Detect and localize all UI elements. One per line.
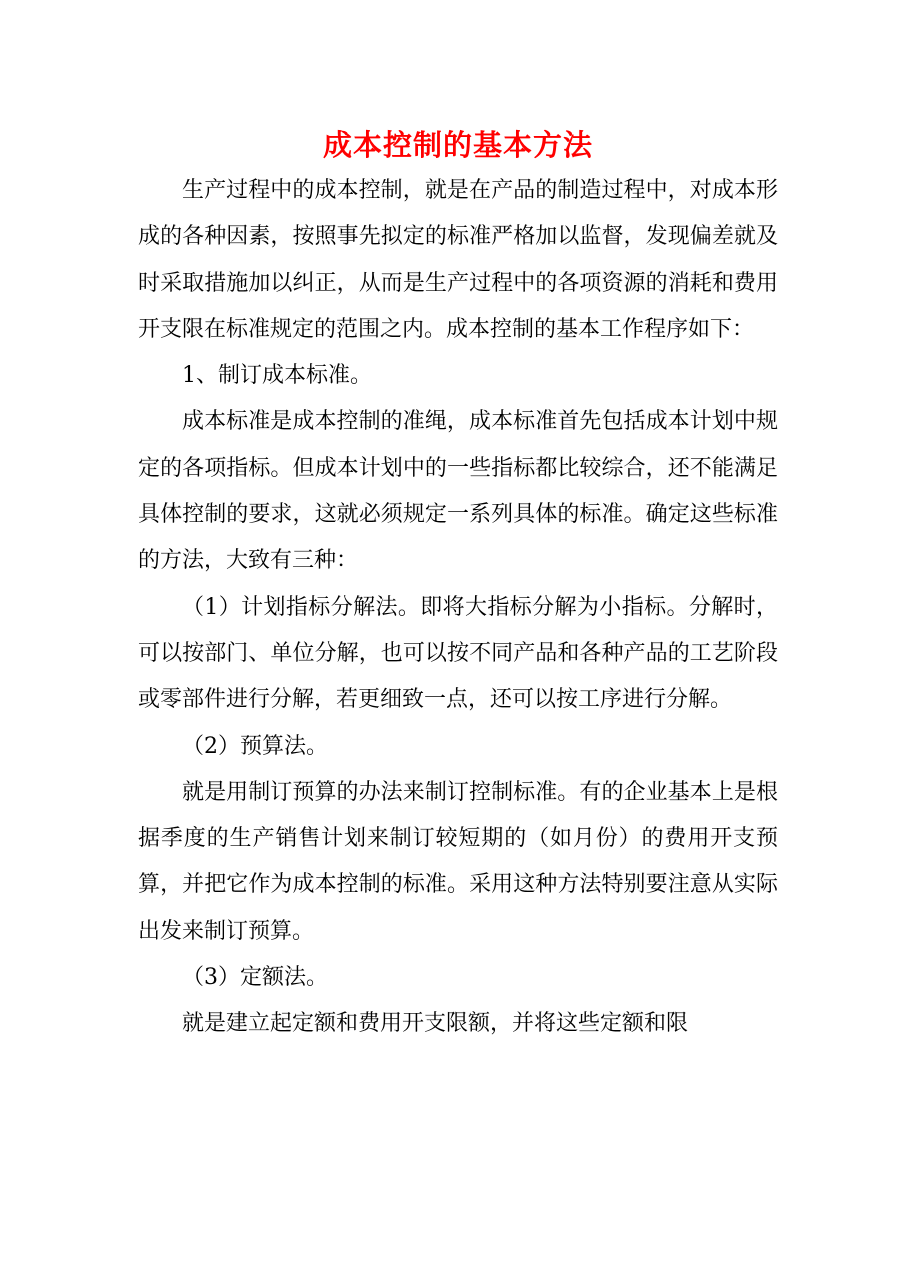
- document-body: [138, 122, 778, 1048]
- paragraph-method-2-heading: （2）预算法。: [182, 733, 328, 759]
- paragraph-method-3-heading: （3）定额法。: [182, 965, 328, 991]
- document-title: 成本控制的基本方法: [322, 128, 593, 162]
- paragraph-method-1: （1）计划指标分解法。即将大指标分解为小指标。分解时，可以按部门、单位分解，也可以按不同产品和各种产品的工艺阶段或零部件进行分解，若更细致一点，还可以按工序进行分解。: [138, 594, 778, 713]
- paragraph-intro: 生产过程中的成本控制，就是在产品的制造过程中，对成本形成的各种因素，按照事先拟定的标准严格加以监督，发现偏差就及时采取措施加以纠正，从而是生产过程中的各项资源的消耗和费用开支限在标准规定的范围之内。成本控制的基本工作程序如下：: [138, 178, 778, 342]
- paragraph-method-3-body: 就是建立起定额和费用开支限额，并将这些定额和限: [182, 1011, 689, 1037]
- paragraph-cost-standard: 成本标准是成本控制的准绳，成本标准首先包括成本计划中规定的各项指标。但成本计划中的一些指标都比较综合，还不能满足具体控制的要求，这就必须规定一系列具体的标准。确定这些标准的方法，大致有三种：: [138, 409, 778, 574]
- paragraph-method-2-body: 就是用制订预算的办法来制订控制标准。有的企业基本上是根据季度的生产销售计划来制订较短期的（如月份）的费用开支预算，并把它作为成本控制的标准。采用这种方法特别要注意从实际出发来制订预算。: [138, 779, 778, 944]
- paragraph-step-1-heading: 1、制订成本标准。: [182, 363, 372, 389]
